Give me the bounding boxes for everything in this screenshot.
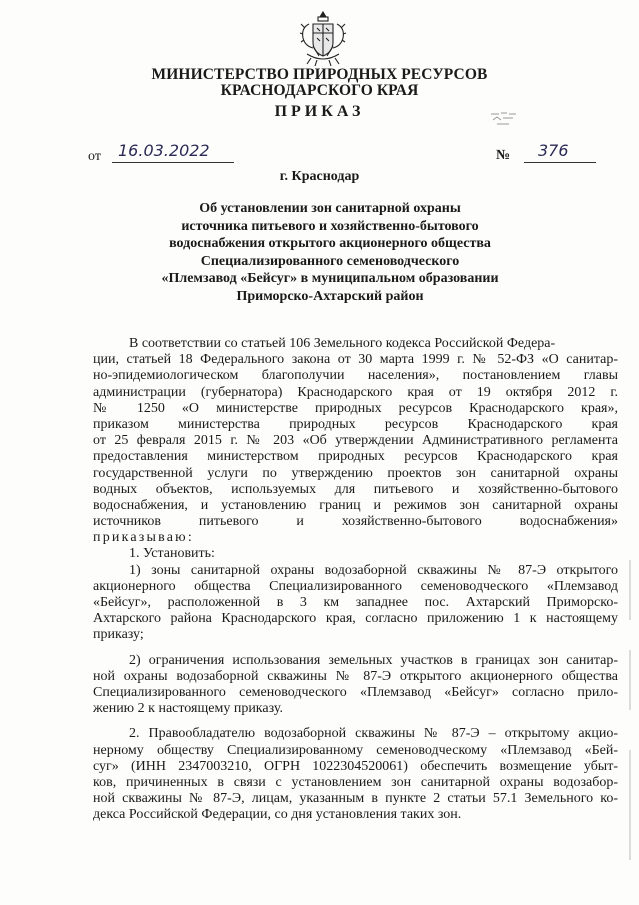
title-line: водоснабжения открытого акционерного общества [169, 236, 491, 252]
body-line: ной скважины № 87-Э, лицам, указанным в пункте 2 статьи 57.1 Земельного ко- [93, 791, 618, 807]
title-line: Об установлении зон санитарной охраны [199, 201, 461, 216]
order-title [90, 200, 570, 306]
handwritten-number: 376 [524, 141, 596, 163]
order-body [93, 336, 618, 823]
body-line: Ахтарского района Краснодарского края, согласно приложению 1 к настоящему [93, 611, 618, 627]
body-line: приказом министерства природных ресурсов Краснодарского края [93, 416, 618, 432]
body-line: 1. Установить: [129, 546, 215, 562]
ministry-name-line1: МИНИСТЕРСТВО ПРИРОДНЫХ РЕСУРСОВ [151, 66, 488, 83]
scan-margin-mark [628, 560, 632, 860]
body-line: предоставления министерством природных ресурсов Краснодарского края [93, 449, 618, 465]
body-line: 2) ограничения использования земельных участков в границах зон санитар- [129, 652, 618, 668]
body-line-order-word: приказываю: [93, 530, 194, 546]
body-line: водоснабжения, и установлению границ и режимов зон санитарной охраны [93, 497, 618, 513]
body-line: «Бейсуг», расположенной в 3 км западнее пос. Ахтарский Приморско- [93, 595, 618, 610]
document-type-heading: ПРИКАЗ [274, 103, 365, 120]
body-line: № 1250 «О министерстве природных ресурсов Краснодарского края», [93, 400, 618, 416]
title-line: Приморско-Ахтарский район [236, 288, 424, 304]
title-line: источника питьевого и хозяйственно-бытового [181, 218, 479, 234]
body-line: ции, статьей 18 Федерального закона от 30 марта 1999 г. № 52-ФЗ «О санитар- [93, 352, 618, 368]
body-line: декса Российской Федерации, со дня установления таких зон. [93, 807, 462, 823]
body-line: нерному обществу Специализированному семеноводческому «Племзавод «Бей- [93, 742, 618, 758]
coat-of-arms-icon [299, 10, 347, 68]
body-line: государственной услуги по утверждению проектов зон санитарной охраны [93, 465, 618, 481]
number-label: № [496, 148, 511, 163]
body-line: суг» (ИНН 2347003210, ОГРН 1022304520061) обеспечить возмещение убыт- [93, 758, 618, 774]
title-line: «Племзавод «Бейсуг» в муниципальном образовании [161, 271, 499, 287]
body-line: источников питьевого и хозяйственно-бытового водоснабжения» [93, 514, 618, 530]
body-line: приказу; [93, 627, 144, 643]
body-line: 2. Правообладателю водозаборной скважины № 87-Э – открытому акцио- [129, 726, 618, 742]
faint-stamp-mark [487, 108, 521, 128]
body-line: Специализированного семеноводческого «Племзавод «Бейсуг» согласно прило- [93, 684, 618, 700]
body-line: от 25 февраля 2015 г. № 203 «Об утверждении Административного регламента [93, 433, 618, 449]
body-line: жению 2 к настоящему приказу. [93, 701, 283, 717]
body-line: акционерного общества Специализированного семеноводческого «Племзавод [93, 578, 618, 594]
date-label: от [88, 149, 101, 164]
title-line: Специализированного семеноводческого [200, 253, 460, 269]
body-line: 1) зоны санитарной охраны водозаборной скважины № 87-Э открытого [129, 562, 618, 578]
body-line: водных объектов, используемых для питьевого и хозяйственно-бытового [93, 481, 618, 497]
body-line: администрации (губернатора) Краснодарского края от 19 октября 2012 г. [93, 384, 618, 400]
body-line: ков, причиненных в связи с установлением зон санитарной охраны водозабор- [93, 774, 618, 790]
handwritten-date: 16.03.2022 [112, 141, 234, 163]
ministry-name-line2: КРАСНОДАРСКОГО КРАЯ [220, 82, 419, 99]
body-line: ной охраны водозаборной скважины № 87-Э открытого акционерного общества [93, 668, 618, 684]
body-line: В соответствии со статьей 106 Земельного кодекса Российской Федера- [129, 336, 556, 351]
city-line: г. Краснодар [279, 169, 360, 184]
body-line: но-эпидемиологическом благополучии населения», постановлением главы [93, 368, 618, 384]
